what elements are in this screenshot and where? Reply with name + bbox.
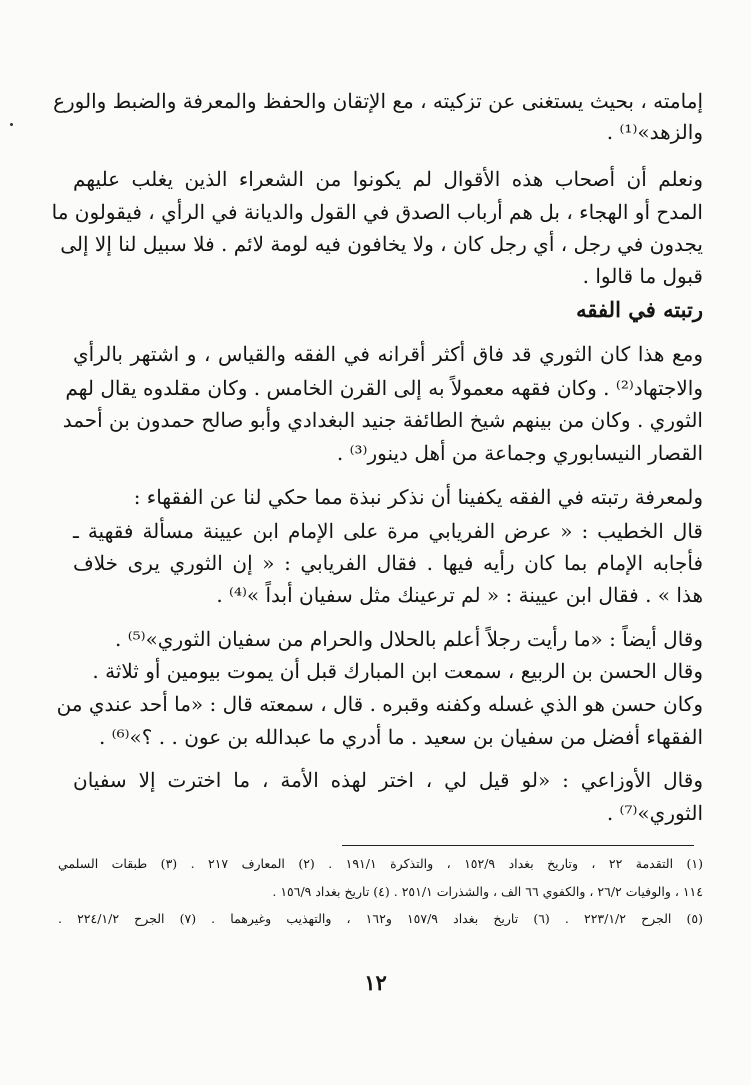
body-line-8: ومع هذا كان الثوري قد فاق أكثر أقرانه في الفقه والقياس ، و اشتهر بالرأي [73, 342, 703, 366]
body-line-14: فأجابه الإمام بما كان رأيه فيها . فقال الفريابي : « إن الثوري يرى خلاف [73, 551, 703, 575]
body-line-10: الثوري . وكان من بينهم شيخ الطائفة جنيد البغدادي وأبو صالح حمدون بن أحمد [62, 408, 703, 432]
body-line-6: قبول ما قالوا . [582, 264, 703, 288]
body-line-5: يجدون في رجل ، أي رجل كان ، ولا يخافون فيه لومة لائم . فلا سبيل لنا إلا إلى [60, 232, 703, 256]
page-number: ١٢ [364, 970, 387, 995]
footnote-line-2: ١١٤ ، والوفيات ٢٦/٢ ، والكفوي ٦٦ الف ، والشذرات ٢٥١/١ . (٤) تاريخ بغداد ١٥٦/٩ . [272, 884, 703, 899]
body-line-9: والاجتهاد⁽²⁾ . وكان فقهه معمولاً به إلى القرن الخامس . وكان مقلدوه يقال لهم [65, 376, 703, 400]
footnote-separator [342, 845, 694, 846]
body-line-12: ولمعرفة رتبته في الفقه يكفينا أن نذكر نبذة مما حكي لنا عن الفقهاء : [133, 485, 703, 509]
section-heading: رتبته في الفقه [576, 297, 703, 322]
body-line-19: الفقهاء أفضل من سفيان بن سعيد . ما أدري ما عبدالله بن عون . . ؟»⁽⁶⁾ . [98, 725, 703, 749]
scan-speck [10, 123, 13, 126]
body-line-18: وكان حسن هو الذي غسله وكفنه وقبره . قال ، سمعته قال : «ما أحد عندي من [56, 692, 703, 716]
body-line-15: هذا » . فقال ابن عيينة : « لم ترعينك مثل سفيان أبداً »⁽⁴⁾ . [216, 583, 703, 607]
body-line-20: وقال الأوزاعي : «لو قيل لي ، اختر لهذه الأمة ، ما اخترت إلا سفيان [73, 768, 703, 792]
body-line-13: قال الخطيب : « عرض الفريابي مرة على الإمام ابن عيينة مسألة فقهية ـ [73, 519, 703, 543]
body-line-4: المدح أو الهجاء ، بل هم أرباب الصدق في القول والديانة في الرأي ، فيقولون ما [51, 200, 703, 224]
body-line-11: القصار النيسابوري وجماعة من أهل دينور⁽³⁾ . [336, 441, 703, 465]
footnote-line-1: (١) التقدمة ٢٢ ، وتاريخ بغداد ١٥٢/٩ ، والتذكرة ١٩١/١ . (٢) المعارف ٢١٧ . (٣) طبقات السلمي [58, 856, 703, 871]
footnote-line-3: (٥) الجرح ٢٢٣/١/٢ . (٦) تاريخ بغداد ١٥٧/٩ و١٦٢ ، والتهذيب وغيرهما . (٧) الجرح ٢٢٤/١/٢ . [58, 911, 703, 926]
body-line-2: والزهد»⁽¹⁾ . [606, 120, 703, 144]
body-line-21: الثوري»⁽⁷⁾ . [606, 801, 703, 825]
body-line-17: وقال الحسن بن الربيع ، سمعت ابن المبارك قبل أن يموت بيومين أو ثلاثة . [92, 659, 703, 683]
body-line-1: إمامته ، بحيث يستغنى عن تزكيته ، مع الإتقان والحفظ والمعرفة والضبط والورع [53, 89, 703, 113]
body-line-3: ونعلم أن أصحاب هذه الأقوال لم يكونوا من الشعراء الذين يغلب عليهم [73, 167, 703, 191]
body-line-16: وقال أيضاً : «ما رأيت رجلاً أعلم بالحلال والحرام من سفيان الثوري»⁽⁵⁾ . [114, 627, 703, 651]
